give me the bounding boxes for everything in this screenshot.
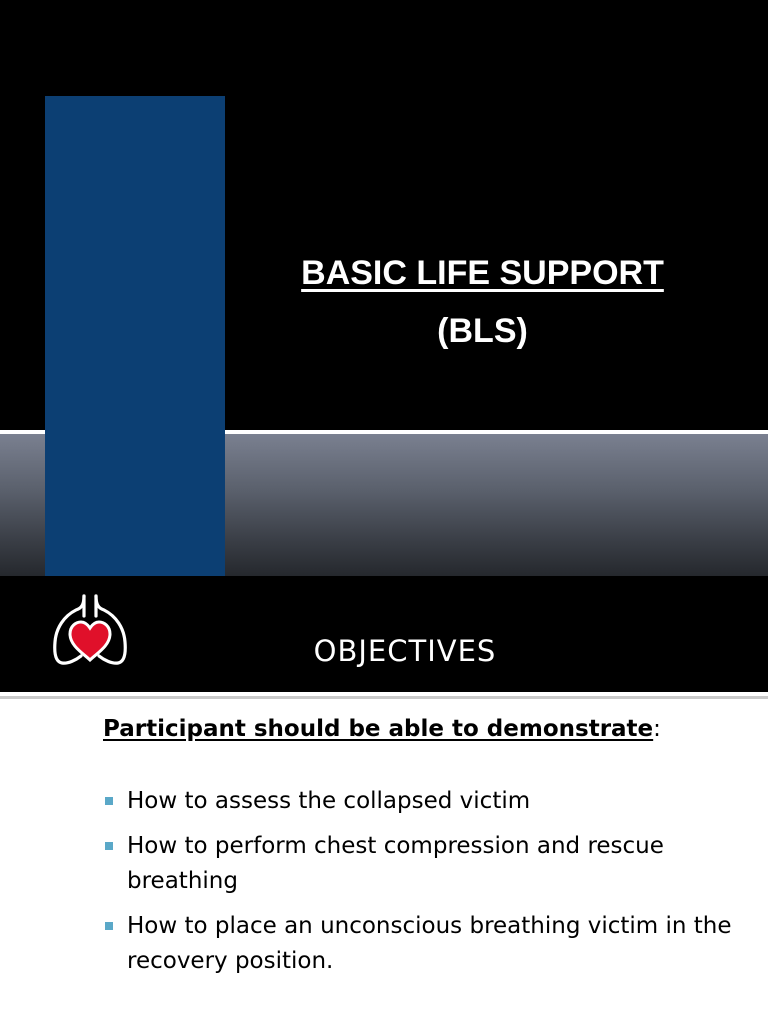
objectives-lead-colon: : (653, 716, 661, 742)
square-bullet-icon (105, 842, 113, 850)
slide-title-line1: BASIC LIFE SUPPORT (301, 254, 664, 292)
objectives-lead (103, 716, 743, 742)
lungs-heart-icon (48, 590, 132, 670)
objectives-slide (0, 576, 768, 1024)
header-divider (0, 696, 768, 699)
square-bullet-icon (105, 922, 113, 930)
list-item (103, 829, 733, 899)
list-item (103, 909, 733, 979)
blue-accent-bar (45, 96, 225, 576)
list-item (103, 784, 733, 819)
list-item-text: How to perform chest compression and rescue breathing (127, 833, 664, 894)
list-item-text: How to place an unconscious breathing victim in the recovery position. (127, 913, 732, 974)
objectives-header (0, 576, 768, 696)
slide-title (225, 246, 740, 358)
objectives-list (103, 784, 733, 989)
list-item-text: How to assess the collapsed victim (127, 788, 531, 814)
slide-title-line2: (BLS) (437, 312, 528, 350)
square-bullet-icon (105, 797, 113, 805)
objectives-lead-text: Participant should be able to demonstrate (103, 716, 654, 742)
objectives-title: OBJECTIVES (313, 634, 497, 668)
